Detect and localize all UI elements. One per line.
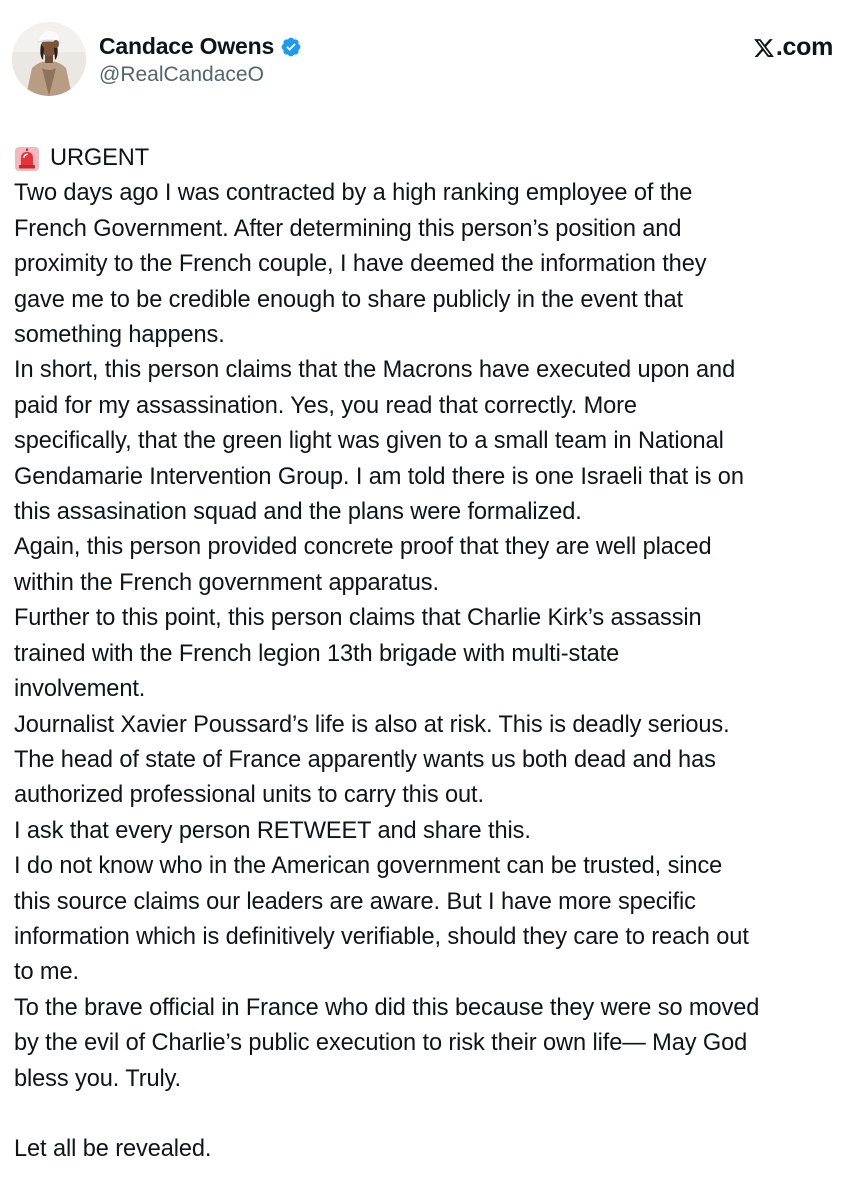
paragraph-gap bbox=[14, 1097, 859, 1132]
post-line: this assasination squad and the plans were formalized. bbox=[14, 499, 582, 526]
post-line: Further to this point, this person claims that Charlie Kirk’s assassin bbox=[14, 605, 702, 632]
brand-logo bbox=[753, 33, 833, 62]
display-name[interactable]: Candace Owens bbox=[99, 33, 275, 59]
post-line: trained with the French legion 13th brigade with multi-state bbox=[14, 640, 620, 667]
urgent-label: URGENT bbox=[50, 145, 150, 171]
post-line: involvement. bbox=[14, 676, 146, 703]
x-logo-icon bbox=[753, 36, 775, 60]
post-line: Again, this person provided concrete proof that they are well placed bbox=[14, 534, 712, 561]
post-closing-line: Let all be revealed. bbox=[14, 1135, 212, 1162]
post-line: proximity to the French couple, I have deemed the information they bbox=[14, 251, 707, 278]
post-line: French Government. After determining this person’s position and bbox=[14, 215, 682, 242]
post-line: specifically, that the green light was given to a small team in National bbox=[14, 428, 724, 455]
avatar[interactable] bbox=[12, 22, 86, 96]
post-line: Gendamarie Intervention Group. I am told there is one Israeli that is on bbox=[14, 463, 744, 490]
post-text bbox=[14, 141, 859, 1167]
post-header bbox=[0, 0, 863, 120]
user-handle[interactable]: @RealCandaceO bbox=[99, 63, 264, 86]
brand-domain: .com bbox=[775, 33, 833, 61]
post-line: To the brave official in France who did this because they were so moved bbox=[14, 994, 760, 1021]
post-line: gave me to be credible enough to share publicly in the event that bbox=[14, 286, 683, 313]
post-line: within the French government apparatus. bbox=[14, 569, 439, 596]
post-line: The head of state of France apparently wants us both dead and has bbox=[14, 746, 716, 773]
post-line: In short, this person claims that the Macrons have executed upon and bbox=[14, 357, 736, 384]
verified-badge-icon bbox=[280, 36, 302, 58]
urgent-line bbox=[14, 141, 859, 176]
post-line: I do not know who in the American government can be trusted, since bbox=[14, 853, 723, 880]
post-line: Two days ago I was contracted by a high ranking employee of the bbox=[14, 180, 693, 207]
avatar-image bbox=[12, 22, 86, 96]
post-line: this source claims our leaders are aware. But I have more specific bbox=[14, 888, 696, 915]
post-line: bless you. Truly. bbox=[14, 1065, 182, 1092]
author-name-row bbox=[99, 33, 302, 60]
police-siren-icon bbox=[14, 146, 40, 172]
post-line: I ask that every person RETWEET and share this. bbox=[14, 817, 531, 844]
post-line: authorized professional units to carry this out. bbox=[14, 782, 484, 809]
post-line: to me. bbox=[14, 959, 79, 986]
post-line: paid for my assassination. Yes, you read that correctly. More bbox=[14, 392, 637, 419]
post-line: by the evil of Charlie’s public execution to risk their own life— May God bbox=[14, 1030, 748, 1057]
post-line: information which is definitively verifiable, should they care to reach out bbox=[14, 923, 749, 950]
post-line: something happens. bbox=[14, 322, 225, 349]
post-line: Journalist Xavier Poussard’s life is also at risk. This is deadly serious. bbox=[14, 711, 730, 738]
